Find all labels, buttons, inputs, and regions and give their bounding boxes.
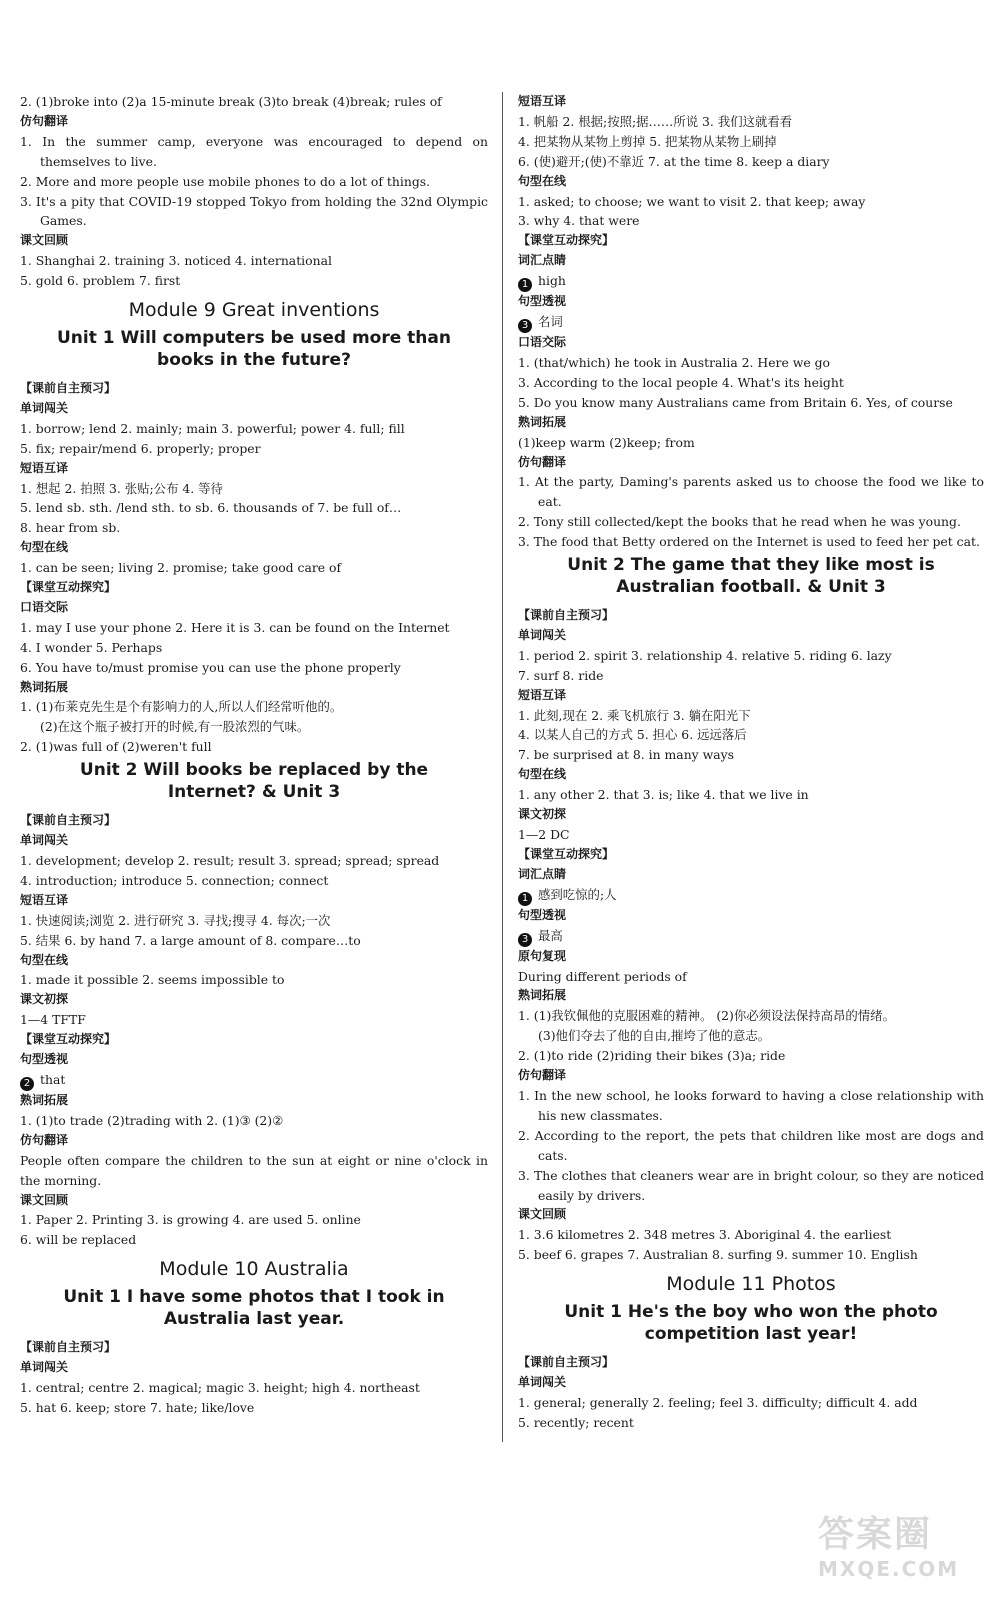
answer-line: 1. period 2. spirit 3. relationship 4. relative 5. riding 6. lazy xyxy=(518,647,892,663)
module-title: Module 10 Australia xyxy=(159,1258,349,1281)
numbered-answer xyxy=(518,271,984,292)
section-label: 原句复现 xyxy=(518,948,567,963)
section-label: 句型透视 xyxy=(518,294,567,309)
answer-line: 2. (1)broke into (2)a 15-minute break (3)to break (4)break; rules of xyxy=(20,94,442,109)
section-label: 短语互译 xyxy=(20,460,69,475)
section-label: 熟词拓展 xyxy=(518,414,567,429)
section-label: 单词闯关 xyxy=(20,1360,69,1375)
answer-line: 1. may I use your phone 2. Here it is 3. can be found on the Internet xyxy=(20,619,450,635)
unit-title-line: Unit 2 The game that they like most is xyxy=(567,555,935,576)
circled-number-icon: 3 xyxy=(518,933,532,947)
answer-line-indented: (2)在这个瓶子被打开的时候,有一股浓烈的气味。 xyxy=(40,719,310,735)
section-label: 熟词拓展 xyxy=(518,988,567,1003)
section-label: 单词闯关 xyxy=(20,833,69,848)
answer-line: 1. Paper 2. Printing 3. is growing 4. are used 5. online xyxy=(20,1212,361,1228)
section-label: 课文初探 xyxy=(20,992,69,1007)
section-label: 课文回顾 xyxy=(20,1192,69,1207)
answer-line: 1—4 TFTF xyxy=(20,1012,86,1028)
answer-line: 4. I wonder 5. Perhaps xyxy=(20,639,163,655)
unit-title-line: competition last year! xyxy=(644,1324,858,1345)
section-label: 短语互译 xyxy=(518,687,567,702)
answer-line: 1. development; develop 2. result; result 3. spread; spread; spread xyxy=(20,853,440,868)
answer-paragraph: 2. According to the report, the pets that children like most are dogs and cats. xyxy=(518,1127,984,1163)
unit-title-line: Unit 2 Will books be replaced by the xyxy=(79,760,429,781)
answer-line: 4. introduction; introduce 5. connection; connect xyxy=(20,872,329,888)
numbered-answer xyxy=(518,312,984,333)
answer-line: 1. Shanghai 2. training 3. noticed 4. international xyxy=(20,253,332,269)
section-label: 仿句翻译 xyxy=(20,1132,69,1147)
answer-line: 3. why 4. that were xyxy=(518,213,640,229)
answer-line: 1. asked; to choose; we want to visit 2. that keep; away xyxy=(518,193,866,209)
section-label: 句型在线 xyxy=(518,173,567,188)
section-label: 熟词拓展 xyxy=(20,1092,69,1107)
column-divider xyxy=(502,92,503,1442)
unit-title xyxy=(20,327,488,371)
numbered-answer xyxy=(20,1070,488,1091)
section-label: 仿句翻译 xyxy=(518,454,567,469)
answer-line: 7. be surprised at 8. in many ways xyxy=(518,747,734,763)
answer-text: that xyxy=(40,1071,66,1087)
answer-line: 7. surf 8. ride xyxy=(518,667,604,683)
section-label: 课文初探 xyxy=(518,807,567,822)
circled-number-icon: 3 xyxy=(518,319,532,333)
section-label: 【课堂互动探究】 xyxy=(20,1032,117,1047)
answer-line: 1. 快速阅读;浏览 2. 进行研究 3. 寻找;搜寻 4. 每次;一次 xyxy=(20,912,331,928)
section-label: 仿句翻译 xyxy=(20,113,69,128)
unit-title-line: books in the future? xyxy=(157,349,351,370)
section-label: 单词闯关 xyxy=(20,400,69,415)
answer-line: 1. can be seen; living 2. promise; take good care of xyxy=(20,560,342,576)
section-label: 短语互译 xyxy=(20,892,69,907)
answer-line: 1. (that/which) he took in Australia 2. Here we go xyxy=(518,354,831,370)
answer-text: high xyxy=(538,273,566,289)
watermark-url: MXQE.COM xyxy=(818,1557,960,1581)
circled-number-icon: 1 xyxy=(518,892,532,906)
answer-line: 5. lend sb. sth. /lend sth. to sb. 6. thousands of 7. be full of… xyxy=(20,500,402,516)
answer-line: 1—2 DC xyxy=(518,827,570,842)
unit-title-line: Unit 1 He's the boy who won the photo xyxy=(564,1302,938,1323)
answer-line: 2. (1)to ride (2)riding their bikes (3)a; ride xyxy=(518,1048,786,1064)
answer-line: 1. general; generally 2. feeling; feel 3. difficulty; difficult 4. add xyxy=(518,1394,918,1410)
answer-line: 1. central; centre 2. magical; magic 3. height; high 4. northeast xyxy=(20,1379,420,1395)
unit-title-line: Unit 1 Will computers be used more than xyxy=(57,327,451,348)
unit-title xyxy=(518,1301,984,1345)
answer-line: 6. (使)避开;(使)不靠近 7. at the time 8. keep a diary xyxy=(518,153,830,169)
answer-text: 名词 xyxy=(538,314,563,330)
answer-line: 5. Do you know many Australians came from Britain 6. Yes, of course xyxy=(518,394,953,410)
section-label: 课文回顾 xyxy=(20,233,69,248)
answer-line: 6. You have to/must promise you can use the phone properly xyxy=(20,659,401,675)
answer-line: 1. 帆船 2. 根据;按照;据……所说 3. 我们这就看看 xyxy=(518,113,793,129)
numbered-answer xyxy=(518,885,984,906)
answer-line: 1. 此刻,现在 2. 乘飞机旅行 3. 躺在阳光下 xyxy=(518,707,751,723)
section-label: 【课前自主预习】 xyxy=(20,813,117,828)
answer-paragraph: People often compare the children to the sun at eight or nine o'clock in the morning. xyxy=(20,1152,488,1188)
section-label: 仿句翻译 xyxy=(518,1068,567,1083)
section-label: 短语互译 xyxy=(518,94,567,108)
section-label: 句型在线 xyxy=(518,767,567,782)
answer-line: 2. (1)was full of (2)weren't full xyxy=(20,739,212,755)
answer-line: 1. 想起 2. 拍照 3. 张贴;公布 4. 等待 xyxy=(20,480,223,496)
left-column xyxy=(20,92,488,1418)
answer-line: 1. made it possible 2. seems impossible to xyxy=(20,972,285,988)
answer-line: 4. 把某物从某物上剪掉 5. 把某物从某物上刷掉 xyxy=(518,133,777,149)
section-label: 句型透视 xyxy=(20,1052,69,1067)
section-label: 课文回顾 xyxy=(518,1207,567,1222)
section-label: 单词闯关 xyxy=(518,627,567,642)
answer-line: 5. hat 6. keep; store 7. hate; like/love xyxy=(20,1399,255,1415)
unit-title-line: Australia last year. xyxy=(163,1309,345,1330)
module-title: Module 9 Great inventions xyxy=(128,299,380,322)
answer-line: 1. (1)布莱克先生是个有影响力的人,所以人们经常听他的。 xyxy=(20,699,343,715)
answer-line: 1. borrow; lend 2. mainly; main 3. powerful; power 4. full; fill xyxy=(20,420,405,436)
unit-title-line: Internet? & Unit 3 xyxy=(167,782,341,803)
section-label: 【课堂互动探究】 xyxy=(518,233,615,248)
section-label: 【课前自主预习】 xyxy=(20,380,117,395)
circled-number-icon: 2 xyxy=(20,1077,34,1091)
answer-line: (1)keep warm (2)keep; from xyxy=(518,434,695,450)
answer-text: 感到吃惊的;人 xyxy=(538,886,617,902)
watermark-logo xyxy=(818,1506,968,1581)
section-label: 【课堂互动探究】 xyxy=(20,580,117,595)
right-column xyxy=(518,92,984,1433)
answer-line: 1. any other 2. that 3. is; like 4. that we live in xyxy=(518,787,809,803)
module-title: Module 11 Photos xyxy=(666,1273,836,1296)
unit-title xyxy=(20,759,488,803)
section-label: 句型在线 xyxy=(20,540,69,555)
section-label: 熟词拓展 xyxy=(20,679,69,694)
section-label: 【课前自主预习】 xyxy=(20,1340,117,1355)
circled-number-icon: 1 xyxy=(518,278,532,292)
answer-line: 5. recently; recent xyxy=(518,1414,634,1430)
answer-line: 1. 3.6 kilometres 2. 348 metres 3. Aboriginal 4. the earliest xyxy=(518,1227,892,1243)
answer-paragraph: 1. In the new school, he looks forward to having a close relationship with his new classmates. xyxy=(518,1087,984,1123)
section-label: 词汇点睛 xyxy=(518,253,567,268)
answer-line: 5. gold 6. problem 7. first xyxy=(20,273,181,289)
answer-line: 3. According to the local people 4. What's its height xyxy=(518,374,844,390)
section-label: 句型在线 xyxy=(20,952,69,967)
answer-line: 5. beef 6. grapes 7. Australian 8. surfing 9. summer 10. English xyxy=(518,1247,918,1263)
section-label: 口语交际 xyxy=(20,599,69,614)
answer-line: 2. More and more people use mobile phones to do a lot of things. xyxy=(20,173,431,189)
answer-line: 3. The food that Betty ordered on the Internet is used to feed her pet cat. xyxy=(518,534,980,550)
answer-line: 8. hear from sb. xyxy=(20,520,121,536)
section-label: 口语交际 xyxy=(518,335,567,350)
section-label: 词汇点睛 xyxy=(518,866,567,881)
answer-paragraph: 1. In the summer camp, everyone was encouraged to depend on themselves to live. xyxy=(20,133,488,169)
answer-paragraph: 3. It's a pity that COVID-19 stopped Tokyo from holding the 32nd Olympic Games. xyxy=(20,193,488,229)
section-label: 【课堂互动探究】 xyxy=(518,846,615,861)
answer-line: 4. 以某人自己的方式 5. 担心 6. 远远落后 xyxy=(518,727,747,743)
section-label: 单词闯关 xyxy=(518,1374,567,1389)
watermark-text: 答案圈 xyxy=(818,1514,933,1555)
unit-title xyxy=(518,554,984,598)
section-label: 句型透视 xyxy=(518,907,567,922)
section-label: 【课前自主预习】 xyxy=(518,1355,615,1370)
answer-line: 5. fix; repair/mend 6. properly; proper xyxy=(20,440,261,456)
answer-line: During different periods of xyxy=(518,968,687,984)
answer-line: 5. 结果 6. by hand 7. a large amount of 8. compare…to xyxy=(20,932,361,948)
answer-paragraph: 1. At the party, Daming's parents asked us to choose the food we like to eat. xyxy=(518,474,984,510)
answer-line: 1. (1)to trade (2)trading with 2. (1)③ (2)② xyxy=(20,1112,284,1128)
answer-line: 6. will be replaced xyxy=(20,1232,137,1248)
answer-paragraph: 3. The clothes that cleaners wear are in bright colour, so they are noticed easily by drivers. xyxy=(518,1167,984,1203)
unit-title xyxy=(20,1286,488,1330)
answer-line: 1. (1)我钦佩他的克服困难的精神。 (2)你必须设法保持高昂的情绪。 xyxy=(518,1008,895,1024)
answer-text: 最高 xyxy=(538,927,563,943)
section-label: 【课前自主预习】 xyxy=(518,608,615,623)
answer-line: 2. Tony still collected/kept the books that he read when he was young. xyxy=(518,514,961,530)
unit-title-line: Unit 1 I have some photos that I took in xyxy=(63,1287,445,1308)
unit-title-line: Australian football. & Unit 3 xyxy=(616,577,886,598)
answer-line-indented: (3)他们夺去了他的自由,摧垮了他的意志。 xyxy=(538,1028,771,1044)
numbered-answer xyxy=(518,926,984,947)
